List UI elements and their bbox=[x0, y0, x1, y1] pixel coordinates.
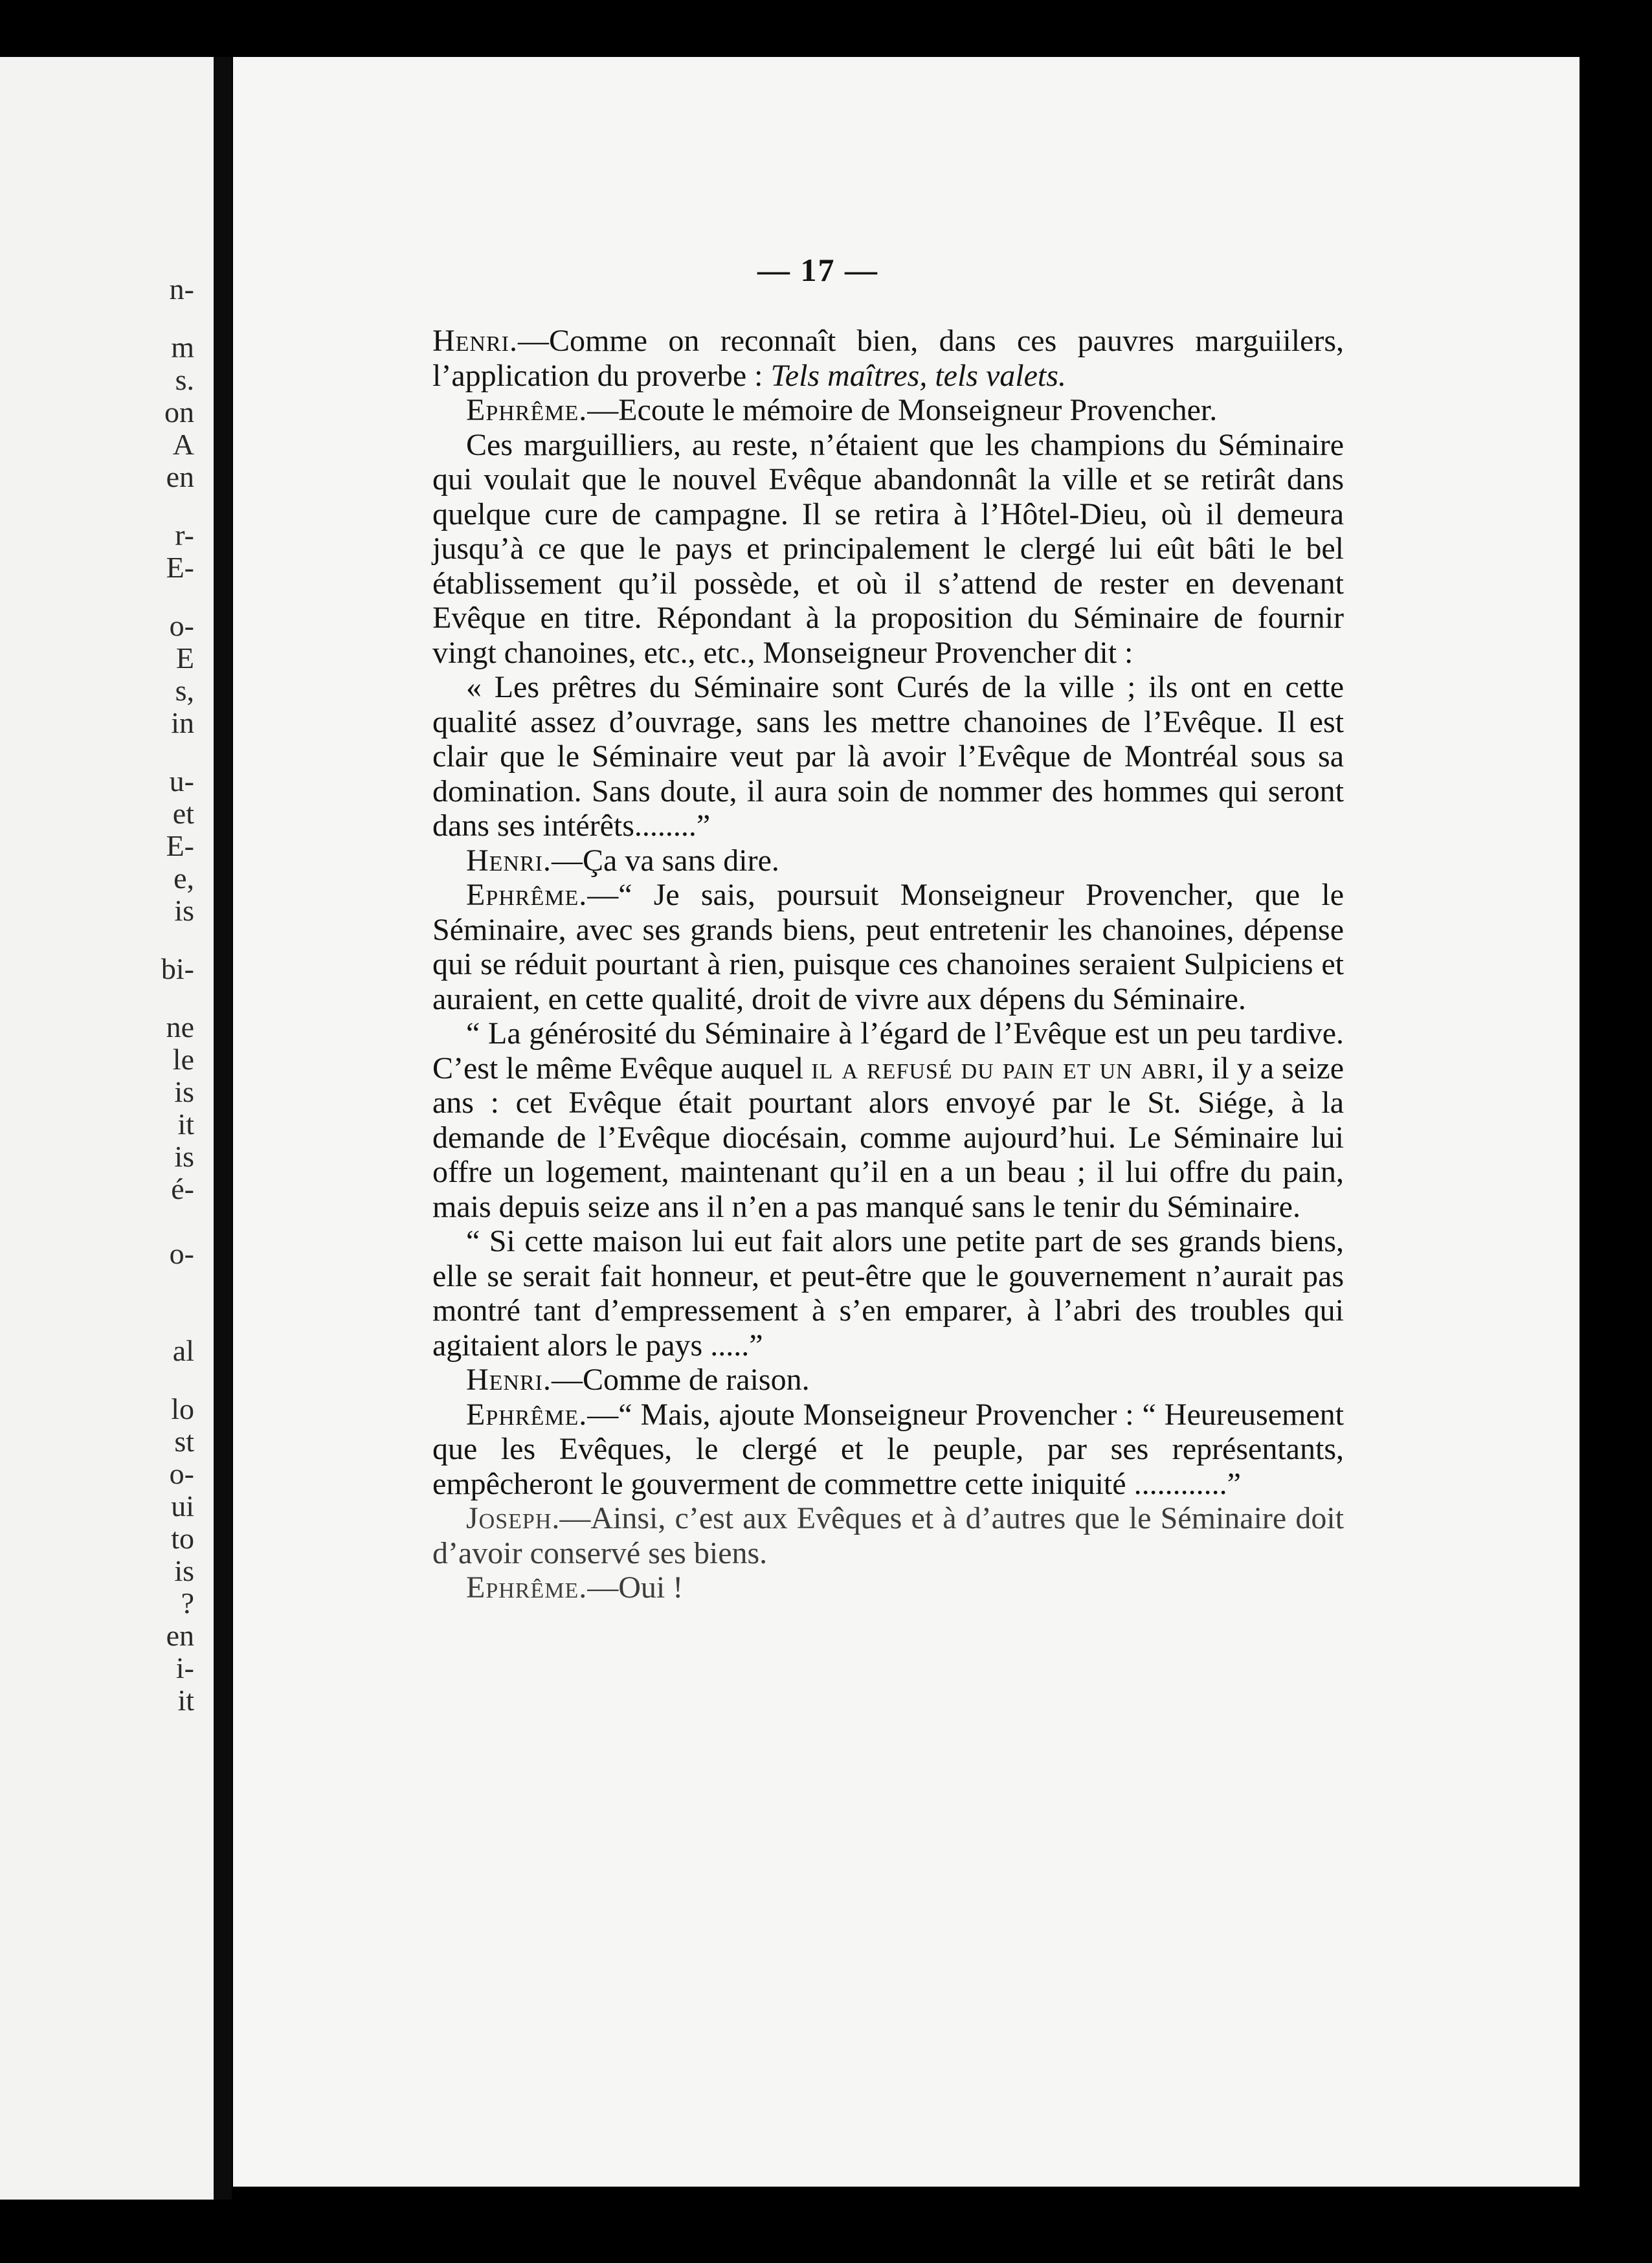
facing-page-fragment: s. bbox=[175, 363, 194, 396]
facing-page-fragment: i- bbox=[175, 1651, 194, 1684]
paragraph-9 bbox=[432, 1363, 1344, 1398]
facing-page-fragment: E bbox=[175, 641, 194, 674]
dialogue-text: .—Ainsi, c’est aux Evêques et à d’autres que le Séminaire doit d’avoir conservé ses biens. bbox=[432, 1501, 1344, 1570]
dialogue-text: —“ Je sais, poursuit Monseigneur Provencher, que le Séminaire, avec ses grands biens, peut entretenir les chanoines, dépense qui se réduit pourtant à rien, puisque ces chanoines seraient Sulpiciens et auraient, en cette qualité, droit de vivre aux dépens du Séminaire. bbox=[432, 878, 1344, 1016]
facing-page-fragment: en bbox=[166, 460, 194, 493]
paragraph-4 bbox=[432, 670, 1344, 843]
facing-page-fragment: is bbox=[174, 1075, 194, 1108]
facing-page-fragment: é- bbox=[171, 1172, 194, 1205]
speaker-name: Ephrême. bbox=[466, 393, 588, 427]
facing-page-fragment: ne bbox=[166, 1010, 194, 1043]
quotation-text: « Les prêtres du Séminaire sont Curés de la ville ; ils ont en cette qualité assez d’ouvrage, sans les mettre chanoines de l’Evêque. Il est clair que le Séminaire veut par là avoir l’Evêque de Montréal sous sa domination. Sans doute, il aura soin de nommer des hommes qui seront dans ses intérêts........” bbox=[432, 670, 1344, 843]
facing-page-fragment: in bbox=[171, 706, 194, 739]
facing-page-fragment: bi- bbox=[161, 952, 194, 985]
facing-page-fragment: et bbox=[172, 797, 194, 830]
facing-page-fragment: en bbox=[166, 1619, 194, 1652]
emphasis-smallcaps: il a refusé du pain et un abri bbox=[811, 1051, 1196, 1086]
facing-page-fragment: is bbox=[174, 894, 194, 927]
facing-page-fragment: lo bbox=[171, 1392, 194, 1425]
facing-page-fragment: to bbox=[171, 1522, 194, 1555]
book-gutter bbox=[214, 57, 232, 2200]
facing-page-fragment: st bbox=[174, 1425, 194, 1458]
facing-page-fragment: r- bbox=[175, 518, 194, 552]
facing-page-fragment: E- bbox=[166, 551, 194, 584]
paragraph-7 bbox=[432, 1016, 1344, 1224]
speaker-name: Henri. bbox=[466, 1363, 552, 1397]
facing-page-fragment: m bbox=[171, 331, 194, 364]
facing-page-fragment: o- bbox=[169, 1457, 194, 1490]
dialogue-text: —Oui ! bbox=[587, 1570, 684, 1605]
facing-page-edge bbox=[0, 57, 220, 2200]
paragraph-6 bbox=[432, 878, 1344, 1016]
facing-page-fragment: it bbox=[177, 1684, 194, 1717]
paragraph-5 bbox=[432, 843, 1344, 878]
page-text bbox=[432, 324, 1344, 1605]
facing-page-fragment: A bbox=[172, 428, 194, 461]
paragraph-10 bbox=[432, 1398, 1344, 1502]
facing-page-fragment: ? bbox=[181, 1587, 194, 1620]
page-number: — 17 — bbox=[757, 252, 878, 288]
facing-page-fragment: s, bbox=[175, 674, 194, 707]
facing-page-fragment: e, bbox=[173, 862, 194, 895]
quotation-text-continued: , il y a seize ans : cet Evêque était pourtant alors envoyé par le St. Siége, à la demande de l’Evêque diocésain, comme aujourd’hui. Le Séminaire lui offre un logement, maintenant qu’il en a un beau ; il lui offre du pain, mais depuis seize ans il n’en a pas manqué sans le tenir du Séminaire. bbox=[432, 1051, 1345, 1224]
dialogue-text: —Comme on reconnaît bien, dans ces pauvres marguiilers, l’application du proverbe : bbox=[432, 324, 1344, 393]
facing-page-fragment: le bbox=[172, 1043, 194, 1076]
memoir-text: Ces marguilliers, au reste, n’étaient que les champions du Séminaire qui voulait que le nouvel Evêque abandonnât la ville et se retirât dans quelque cure de campagne. Il se retira à l’Hôtel-Dieu, où il demeura jusqu’à ce que le pays et principalement le clergé lui eût bâti le bel établissement qu’il possède, et où il s’attend de rester en devenant Evêque en titre. Répondant à la proposition du Séminaire de fournir vingt chanoines, etc., etc., Monseigneur Provencher dit : bbox=[432, 427, 1344, 670]
speaker-name: Henri. bbox=[432, 324, 518, 358]
facing-page-fragment: E- bbox=[166, 829, 194, 862]
facing-page-fragment: ui bbox=[171, 1489, 194, 1522]
facing-page-fragment: on bbox=[164, 396, 194, 429]
facing-page-fragment: is bbox=[174, 1140, 194, 1173]
paragraph-3 bbox=[432, 428, 1344, 671]
paragraph-8 bbox=[432, 1224, 1344, 1363]
speaker-name: Henri. bbox=[466, 843, 552, 878]
facing-page-fragment: n- bbox=[169, 273, 194, 306]
paragraph-11 bbox=[432, 1501, 1344, 1570]
quotation-text: “ La générosité du Séminaire à l’égard de l’Evêque est un peu tardive. C’est le même Evêque auquel bbox=[432, 1016, 1344, 1086]
speaker-name: Joseph bbox=[466, 1501, 552, 1535]
paragraph-1 bbox=[432, 324, 1344, 393]
quotation-text: “ Si cette maison lui eut fait alors une petite part de ses grands biens, elle se serait fait honneur, et peut-être que le gouvernement n’aurait pas montré tant d’empressement à s’en emparer, à l’abri des troubles qui agitaient alors le pays .....” bbox=[432, 1224, 1344, 1363]
facing-page-fragment: u- bbox=[169, 764, 194, 797]
paragraph-2 bbox=[432, 393, 1344, 428]
facing-page-fragment: al bbox=[172, 1334, 194, 1367]
proverb-text: Tels maîtres, tels valets. bbox=[770, 358, 1066, 393]
facing-page-fragment: o- bbox=[169, 609, 194, 642]
dialogue-text: —Comme de raison. bbox=[552, 1363, 810, 1397]
speaker-name: Ephrême. bbox=[466, 878, 588, 912]
dialogue-text: —“ Mais, ajoute Monseigneur Provencher : “ Heureusement que les Evêques, le clergé et le peuple, par ses représentants, empêcheront le gouverment de commettre cette iniquité ............” bbox=[432, 1397, 1344, 1501]
facing-page-fragment: it bbox=[177, 1108, 194, 1141]
dialogue-text: —Ça va sans dire. bbox=[552, 843, 779, 878]
speaker-name: Ephrême. bbox=[466, 1397, 588, 1432]
dialogue-text: —Ecoute le mémoire de Monseigneur Provencher. bbox=[587, 393, 1218, 427]
facing-page-fragment: is bbox=[174, 1554, 194, 1587]
speaker-name: Ephrême. bbox=[466, 1570, 588, 1605]
paragraph-12 bbox=[432, 1570, 1344, 1605]
facing-page-fragment: o- bbox=[169, 1237, 194, 1270]
